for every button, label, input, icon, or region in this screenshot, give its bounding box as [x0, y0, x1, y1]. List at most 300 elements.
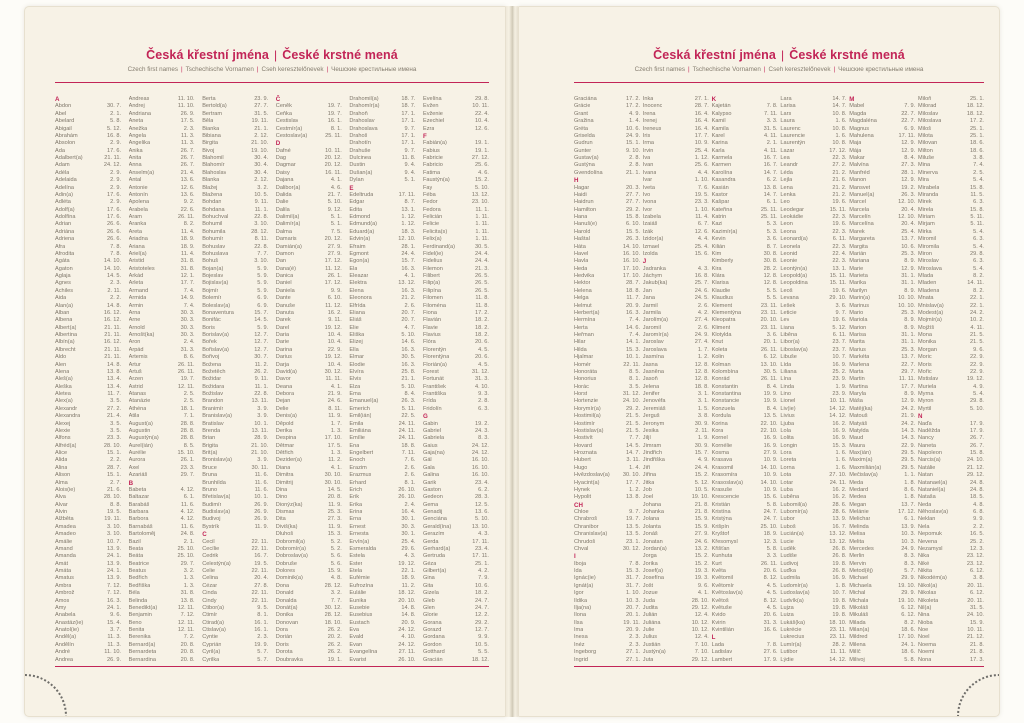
- name-day-date: 9. 9.: [478, 634, 489, 641]
- name-day-date: 11. 1.: [254, 383, 269, 390]
- name-day-date: 31. 3.: [763, 619, 778, 626]
- given-name: Niké: [917, 560, 930, 567]
- name-day-date: 1. 10.: [694, 206, 709, 213]
- given-name: Kliment: [711, 324, 731, 331]
- name-entry: [202, 524, 268, 531]
- name-day-date: 3. 2.: [330, 590, 342, 597]
- name-entry: [918, 583, 984, 590]
- given-name: Leon: [780, 221, 793, 228]
- name-entry: [780, 376, 846, 383]
- given-name: Ignác(ie): [574, 575, 596, 582]
- given-name: Bojislav(a): [202, 280, 229, 287]
- given-name: Ernest: [349, 523, 366, 530]
- name-day-date: 31. 3.: [474, 376, 489, 383]
- name-day-date: 12. 9.: [901, 140, 916, 147]
- given-name: Natanael(a): [917, 479, 948, 486]
- given-name: Krescencie: [711, 494, 740, 501]
- name-day-date: 24. 3.: [474, 427, 489, 434]
- name-entry: [712, 310, 778, 317]
- name-day-date: 8. 1.: [330, 125, 342, 132]
- given-name: Leopold(a): [780, 273, 808, 279]
- name-entry: [129, 303, 195, 310]
- name-entry: [423, 273, 489, 280]
- name-day-date: 2. 1.: [766, 140, 778, 147]
- given-name: Albert(a): [55, 324, 77, 331]
- name-entry: [129, 502, 195, 509]
- name-entry: [918, 155, 984, 162]
- name-day-date: 16. 6.: [763, 627, 778, 633]
- name-entry: [780, 339, 846, 346]
- name-day-date: 1. 9.: [835, 383, 847, 390]
- name-day-date: 19. 6.: [832, 317, 847, 324]
- given-name: Adelína: [55, 184, 74, 191]
- name-day-date: 1. 11.: [475, 236, 489, 243]
- given-name: Artemis: [128, 354, 148, 361]
- given-name: Izolda: [642, 250, 658, 257]
- given-name: Brit(a): [202, 450, 218, 456]
- given-name: Damaris: [275, 236, 297, 243]
- name-day-date: 25. 2.: [969, 538, 984, 545]
- name-entry: [349, 148, 415, 155]
- given-name: Emiliána: [349, 427, 371, 434]
- given-name: Hamilton: [574, 206, 597, 213]
- given-name: Dismas: [275, 509, 295, 515]
- name-entry: [129, 406, 195, 413]
- name-day-date: 26. 11.: [760, 346, 778, 353]
- name-entry: [276, 583, 342, 590]
- given-name: Achiles: [55, 287, 74, 294]
- given-name: Dobruše: [275, 560, 297, 567]
- name-day-date: 2. 11.: [107, 287, 121, 294]
- name-entry: [780, 384, 846, 391]
- name-column: [276, 96, 342, 664]
- given-name: Edeltruda: [349, 191, 374, 198]
- given-name: Jaroslava: [642, 346, 667, 353]
- given-name: Derika: [275, 427, 292, 434]
- name-entry: [780, 118, 846, 125]
- given-name: Ludvík(a): [780, 597, 804, 604]
- name-entry: [849, 450, 915, 457]
- given-name: Dobroslav(a): [275, 553, 308, 560]
- given-name: Lubor: [780, 516, 795, 523]
- given-name: Grácie: [574, 103, 591, 110]
- given-name: Korina: [711, 420, 728, 427]
- name-entry: [849, 524, 915, 531]
- name-day-date: 3. 8.: [697, 413, 709, 420]
- section-letter: F: [422, 132, 427, 140]
- name-day-date: 4. 2.: [697, 309, 709, 316]
- given-name: Medea: [849, 494, 867, 501]
- name-day-date: 11. 2.: [254, 361, 269, 368]
- name-entry: [712, 575, 778, 582]
- given-name: Ervín(a): [349, 538, 370, 545]
- given-name: Gál: [422, 457, 432, 464]
- given-name: Božislav: [202, 391, 224, 397]
- given-name: Ella: [349, 346, 359, 353]
- given-name: Božena: [202, 361, 222, 368]
- name-day-date: 25. 7.: [694, 280, 709, 287]
- given-name: Judita: [642, 604, 658, 611]
- given-name: Hagar: [574, 184, 590, 191]
- name-entry: [849, 605, 915, 612]
- name-day-date: 4. 6.: [330, 184, 342, 191]
- given-name: Karolína: [711, 169, 733, 176]
- given-name: Athéna: [128, 405, 147, 412]
- given-name: Ilsa: [574, 619, 583, 626]
- name-day-date: 18. 6.: [969, 147, 984, 154]
- name-entry: [349, 332, 415, 339]
- given-name: Anabela: [55, 612, 76, 619]
- given-name: Lína: [780, 376, 792, 383]
- name-entry: [349, 598, 415, 605]
- name-day-date: 8. 9.: [904, 287, 916, 294]
- name-day-date: 3. 1.: [697, 391, 709, 397]
- name-day-date: 29. 8.: [474, 96, 489, 102]
- given-name: Irena: [642, 110, 656, 117]
- name-day-date: 5. 3.: [766, 221, 778, 228]
- given-name: Erika: [349, 501, 363, 508]
- name-entry: [129, 295, 195, 302]
- name-entry: [849, 494, 915, 501]
- name-day-date: 17. 11.: [398, 191, 416, 198]
- given-name: Bojeslav: [202, 273, 224, 279]
- name-entry: [849, 531, 915, 538]
- name-day-date: 26. 7.: [969, 442, 984, 449]
- name-entry: [423, 192, 489, 199]
- subtitle-en: Czech first names: [634, 66, 685, 73]
- given-name: Jaromil: [642, 324, 661, 331]
- given-name: Kalypso: [711, 110, 732, 117]
- name-day-date: 16. 12.: [103, 339, 121, 346]
- name-entry: [202, 480, 268, 487]
- name-day-date: 17. 5.: [180, 118, 195, 125]
- name-day-date: 9. 6.: [697, 582, 709, 589]
- name-entry: [780, 472, 846, 479]
- given-name: Loreta: [780, 457, 797, 464]
- name-entry: [349, 244, 415, 251]
- given-name: Fabius: [422, 147, 440, 154]
- name-day-date: 21. 8.: [969, 649, 984, 656]
- given-name: Nancy: [917, 435, 934, 442]
- name-day-date: 23. 3.: [180, 464, 195, 471]
- given-name: Běla: [202, 118, 214, 125]
- name-entry: [129, 148, 195, 155]
- name-entry: [129, 524, 195, 531]
- given-name: Dora: [275, 627, 288, 633]
- section-letter: I: [574, 553, 576, 561]
- given-name: Drahoslava: [349, 125, 378, 132]
- name-day-date: 25. 3.: [901, 250, 916, 257]
- name-day-date: 8. 4.: [766, 383, 778, 390]
- name-day-date: 8. 2.: [973, 273, 984, 279]
- name-day-date: 10. 9.: [763, 472, 778, 479]
- name-entry: [849, 539, 915, 546]
- given-name: Eliana: [349, 309, 365, 316]
- name-entry: [423, 531, 489, 538]
- name-entry: [129, 531, 195, 538]
- name-entry: [423, 435, 489, 442]
- given-name: Čestmír(a): [275, 125, 303, 132]
- name-entry: [780, 354, 846, 361]
- name-entry: [202, 457, 268, 464]
- given-name: Aglaja: [55, 273, 71, 279]
- name-day-date: 16. 1.: [327, 118, 342, 125]
- name-day-date: 4. 5.: [478, 346, 489, 353]
- name-day-date: 22. 1.: [969, 295, 984, 302]
- name-day-date: 18. 6.: [901, 627, 916, 633]
- given-name: Nataniel(a): [917, 486, 946, 493]
- name-entry: [712, 465, 778, 472]
- name-day-date: 2. 5.: [183, 391, 195, 397]
- name-day-date: 10. 9.: [763, 457, 778, 464]
- name-day-date: 2. 3.: [183, 125, 195, 132]
- given-name: Božetěch: [202, 368, 226, 375]
- name-day-date: 10. 11.: [472, 103, 489, 110]
- name-entry: [712, 457, 778, 464]
- name-entry: [202, 162, 268, 169]
- name-entry: [55, 531, 121, 538]
- name-day-date: 13. 12.: [829, 531, 847, 538]
- name-day-date: 17. 6.: [107, 191, 121, 198]
- name-entry: [55, 317, 121, 324]
- given-name: Arnold: [128, 324, 145, 331]
- given-name: Delie: [275, 405, 289, 412]
- name-day-date: 4. 12.: [180, 509, 195, 515]
- name-day-date: 18. 8.: [401, 442, 416, 449]
- given-name: Klement: [711, 302, 733, 309]
- given-name: Dylan: [349, 177, 364, 184]
- name-entry: [202, 376, 268, 383]
- given-name: Dante: [275, 295, 291, 302]
- given-name: Jasna: [642, 361, 658, 368]
- given-name: Horymír(a): [574, 405, 601, 412]
- given-name: Bedřich: [128, 575, 148, 582]
- given-name: Maxmilián(a): [849, 464, 882, 471]
- name-entry: [423, 583, 489, 590]
- name-entry: [643, 575, 709, 582]
- name-day-date: 1. 8.: [904, 479, 916, 486]
- name-day-date: 25. 11.: [760, 206, 778, 213]
- name-entry: [202, 103, 268, 110]
- name-day-date: 28. 7.: [107, 464, 121, 471]
- name-day-date: 2. 2.: [973, 523, 984, 530]
- name-day-date: 24. 2.: [901, 420, 916, 427]
- name-day-date: 18. 9.: [180, 243, 195, 250]
- name-entry: [55, 376, 121, 383]
- name-day-date: 13. 9.: [832, 516, 847, 523]
- name-entry: [202, 133, 268, 140]
- name-entry: [202, 553, 268, 560]
- name-day-date: 19. 1.: [327, 656, 342, 663]
- given-name: Mona: [917, 332, 932, 338]
- name-day-date: 14. 12.: [829, 413, 847, 420]
- name-entry: [55, 347, 121, 354]
- name-entry: [423, 332, 489, 339]
- given-name: Gabriela: [422, 435, 445, 442]
- name-entry: [55, 288, 121, 295]
- name-day-date: 3. 8.: [973, 575, 984, 582]
- name-entry: [349, 199, 415, 206]
- name-day-date: 19. 11.: [104, 516, 121, 523]
- name-day-date: 22. 9.: [327, 346, 342, 353]
- name-day-date: 10. 7.: [832, 354, 847, 361]
- name-entry: [55, 583, 121, 590]
- name-entry: [643, 531, 709, 538]
- name-entry: [349, 465, 415, 472]
- given-name: Izabela: [642, 214, 661, 220]
- name-entry: [423, 185, 489, 192]
- given-name: Justýn(a): [642, 649, 666, 656]
- given-name: Iris: [642, 132, 651, 139]
- name-day-date: 3. 10.: [254, 258, 269, 265]
- given-name: Borislav(a): [202, 332, 229, 338]
- name-day-date: 25. 4.: [694, 147, 709, 154]
- given-name: Eufémie: [349, 575, 370, 582]
- given-name: Krasomil: [711, 464, 734, 471]
- name-entry: [574, 398, 640, 405]
- given-name: Manon: [849, 177, 867, 184]
- given-name: Eva: [349, 627, 360, 633]
- name-entry: [276, 214, 342, 221]
- given-name: Magdaléna: [849, 118, 877, 125]
- name-entry: [712, 428, 778, 435]
- given-name: Elvíra: [349, 368, 364, 375]
- name-column: [423, 96, 489, 664]
- given-name: Krasomíra: [711, 472, 738, 479]
- name-entry: [918, 221, 984, 228]
- name-entry: [643, 516, 709, 523]
- name-entry: [574, 103, 640, 110]
- name-entry: [129, 258, 195, 265]
- name-entry: [276, 325, 342, 332]
- name-entry: [423, 502, 489, 509]
- given-name: Hilda: [574, 346, 587, 353]
- given-name: Kastor: [711, 191, 728, 198]
- given-name: Gilbert(a): [422, 568, 447, 574]
- name-day-date: 26. 5.: [474, 280, 489, 287]
- name-entry: [918, 310, 984, 317]
- given-name: Drahoš: [349, 132, 368, 139]
- given-name: Brian: [202, 435, 216, 442]
- given-name: Herta: [574, 324, 588, 331]
- given-name: Čestislav: [275, 118, 299, 125]
- name-day-date: 21. 5.: [626, 427, 640, 434]
- section-letter: A: [55, 96, 60, 103]
- name-day-date: 26. 3.: [901, 191, 916, 198]
- name-day-date: 19. 6.: [832, 221, 847, 228]
- name-entry: [55, 428, 121, 435]
- given-name: Luiza: [780, 612, 794, 619]
- name-day-date: 5. 6.: [330, 560, 342, 567]
- name-day-date: 17. 6.: [107, 147, 121, 154]
- given-name: Efraim: [349, 243, 366, 250]
- name-day-date: 13. 9.: [107, 575, 121, 582]
- name-entry: [712, 126, 778, 133]
- name-entry: [349, 177, 415, 184]
- name-day-date: 26. 9.: [180, 110, 195, 117]
- name-day-date: 8. 2.: [183, 221, 195, 228]
- given-name: Lumír(a): [780, 641, 802, 648]
- name-entry: [423, 236, 489, 243]
- name-entry: [780, 126, 846, 133]
- given-name: Arne: [128, 317, 141, 324]
- given-name: Edita: [349, 206, 363, 213]
- given-name: Afrodita: [55, 250, 75, 257]
- name-entry: [643, 391, 709, 398]
- given-name: Bibiana: [202, 132, 221, 139]
- given-name: Filip(a): [422, 280, 441, 287]
- given-name: Gvendolína: [574, 169, 603, 176]
- name-entry: [129, 450, 195, 457]
- given-name: Léda: [780, 169, 793, 176]
- name-day-date: 30. 1.: [401, 531, 416, 538]
- name-entry: [423, 148, 489, 155]
- name-day-date: 6. 12.: [901, 604, 916, 611]
- name-entry: [918, 251, 984, 258]
- name-day-date: 6. 3.: [973, 236, 984, 243]
- given-name: Karla: [711, 147, 725, 154]
- given-name: Bruno: [202, 486, 218, 493]
- given-name: Drahomil(a): [349, 96, 379, 102]
- name-day-date: 9. 9.: [330, 287, 342, 294]
- name-day-date: 16. 1.: [254, 619, 269, 626]
- name-day-date: 16. 10.: [471, 464, 489, 471]
- name-entry: [643, 509, 709, 516]
- name-day-date: 8. 1.: [404, 479, 416, 486]
- name-day-date: 24. 11.: [829, 479, 847, 486]
- name-entry: [574, 162, 640, 169]
- name-column: [574, 96, 640, 664]
- name-day-date: 25. 1.: [969, 132, 984, 139]
- given-name: Bernardeta: [128, 649, 157, 656]
- given-name: Antonie: [128, 184, 148, 191]
- given-name: Maja: [849, 140, 862, 147]
- given-name: Nikita: [917, 568, 932, 574]
- given-name: Flavie: [422, 324, 438, 331]
- name-entry: [712, 413, 778, 420]
- given-name: Anastáz(ie): [55, 619, 84, 626]
- given-name: Emil(ián): [349, 413, 372, 420]
- name-day-date: 20. 6.: [474, 354, 489, 361]
- name-day-date: 14. 12.: [829, 405, 847, 412]
- given-name: Květoš: [711, 597, 729, 604]
- given-name: Dustin: [349, 162, 366, 169]
- given-name: Hynek: [574, 486, 590, 493]
- name-entry: [55, 280, 121, 287]
- given-name: Evelína: [422, 96, 442, 102]
- name-day-date: 6. 9.: [904, 125, 916, 132]
- name-day-date: 15. 3.: [832, 442, 847, 449]
- name-day-date: 12. 3.: [763, 538, 778, 545]
- name-day-date: 15. 9.: [969, 619, 984, 626]
- subtitle-en: Czech first names: [127, 66, 178, 73]
- name-day-date: 28. 10.: [691, 597, 709, 604]
- name-column: [55, 96, 121, 664]
- name-entry: [276, 391, 342, 398]
- name-entry: [712, 546, 778, 553]
- given-name: Miloň: [917, 96, 932, 102]
- given-name: Leoš: [780, 287, 793, 294]
- name-entry: [574, 406, 640, 413]
- name-day-date: 14. 7.: [832, 103, 847, 110]
- given-name: Gustav(a): [574, 155, 599, 161]
- given-name: Darius: [275, 354, 292, 361]
- name-day-date: 2. 9.: [110, 169, 121, 176]
- name-day-date: 14. 8.: [107, 302, 121, 309]
- name-day-date: 2. 5.: [183, 398, 195, 405]
- name-day-date: 15. 7.: [254, 309, 269, 316]
- name-entry: [423, 325, 489, 332]
